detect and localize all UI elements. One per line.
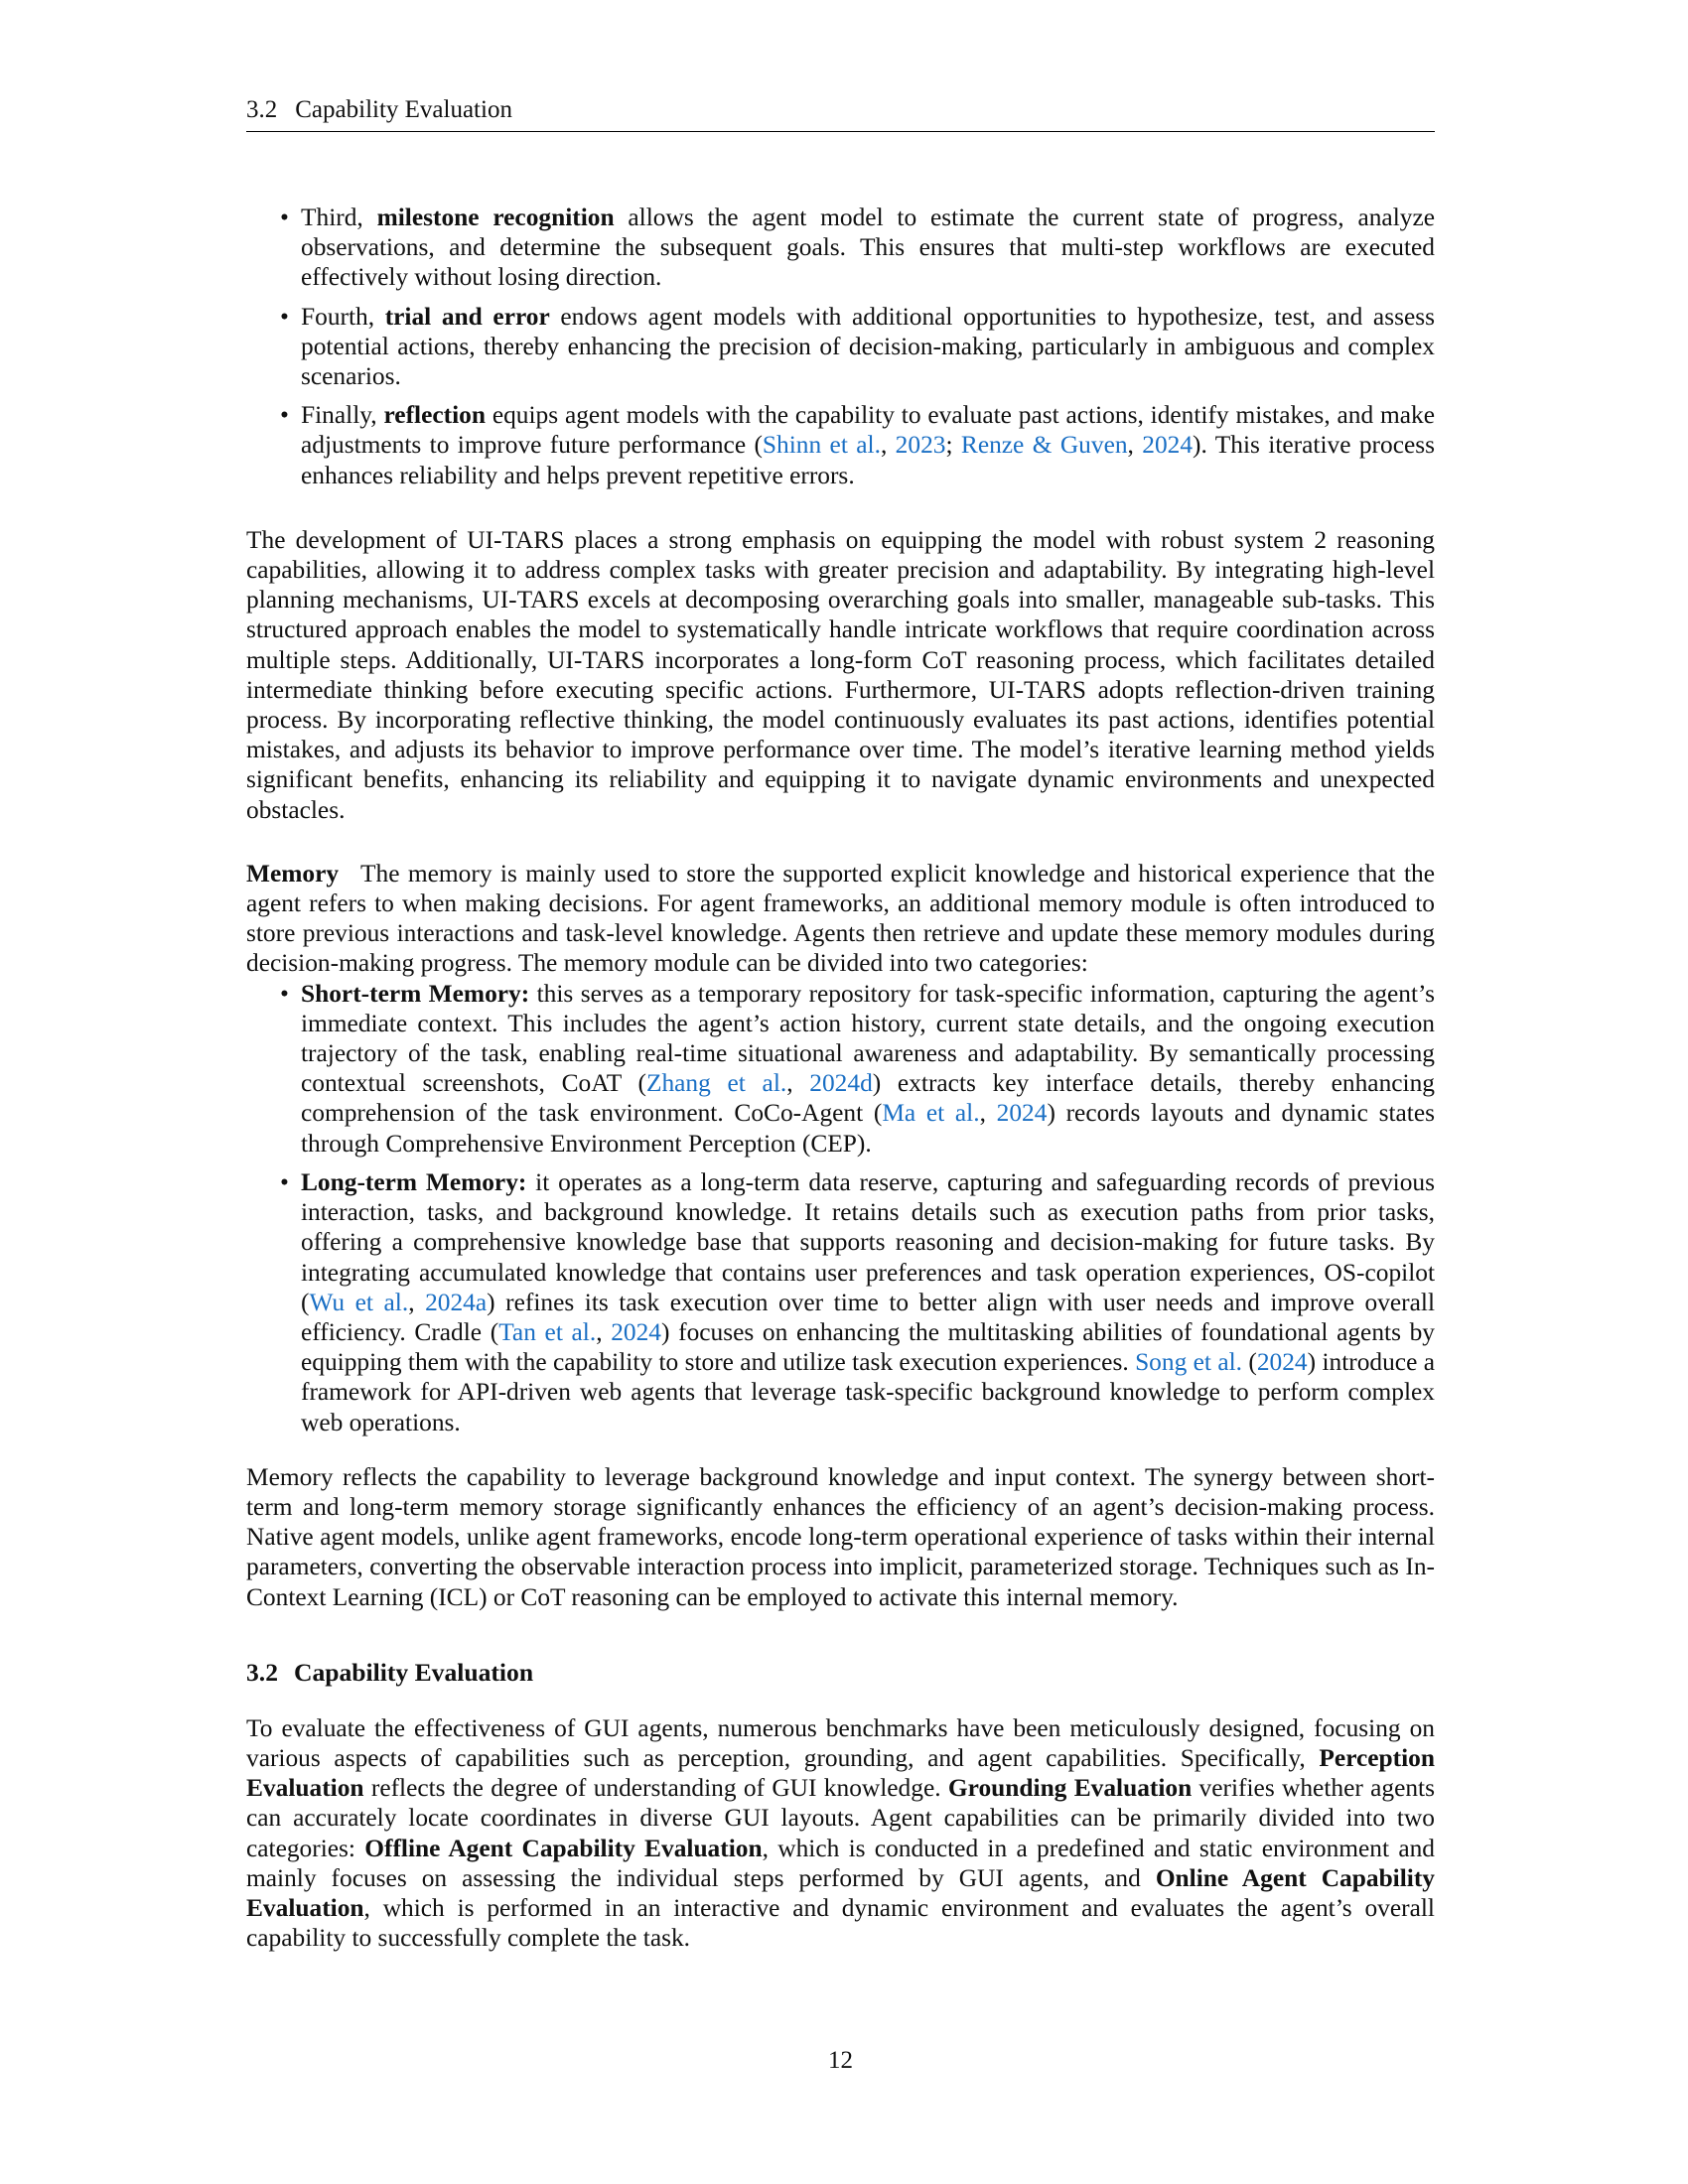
bold-term: Long-term Memory:	[301, 1167, 527, 1196]
citation-link[interactable]: Renze & Guven	[960, 431, 1128, 460]
memory-summary-paragraph: Memory reflects the capability to leverage background knowledge and input context. The synergy between short-term and long-term memory storage significantly enhances the efficiency of an agent’s decision-making process. Native agent models, unlike agent frameworks, encode long-term operational experience of tasks within their internal parameters, converting the observable interaction process into implicit, parameterized storage. Techniques such as In-Context Learning (ICL) or CoT reasoning can be employed to activate this internal memory.	[246, 1462, 1435, 1611]
bold-term: milestone recognition	[376, 204, 615, 231]
capability-evaluation-paragraph: To evaluate the effectiveness of GUI agents, numerous benchmarks have been meticulously designed, focusing on various aspects of capabilities such as perception, grounding, and agent capabilities. Specifically, Perception Evaluation reflects the degree of understanding of GUI knowledge. Grounding Evaluation verifies whether agents can accurately locate coordinates in diverse GUI layouts. Agent capabilities can be primarily divided into two categories: Offline Agent Capability Evaluation, which is conducted in a predefined and static environment and mainly focuses on assessing the individual steps performed by GUI agents, and Online Agent Capability Evaluation, which is performed in an interactive and dynamic environment and evaluates the agent’s overall capability to successfully complete the task.	[246, 1713, 1435, 1953]
running-header	[246, 95, 1435, 132]
bullet-icon: •	[280, 401, 289, 430]
memory-intro-paragraph: Memory The memory is mainly used to store the supported explicit knowledge and historical experience that the agent refers to when making decisions. For agent frameworks, an additional memory module is often introduced to store previous interactions and task-level knowledge. Agents then retrieve and update these memory modules during decision-making progress. The memory module can be divided into two categories:	[246, 859, 1435, 978]
citation-link[interactable]: Zhang et al.	[645, 1069, 787, 1098]
bold-term: Offline Agent Capability Evaluation	[364, 1834, 763, 1862]
list-item: • Fourth, trial and error endows agent models with additional opportunities to hypothesize, test, and assess potential actions, thereby enhancing the precision of decision-making, particularly in ambiguous and complex scenarios.	[280, 302, 1435, 391]
memory-heading: Memory	[246, 859, 340, 887]
citation-year-link[interactable]: 2024	[1142, 431, 1194, 460]
citation-link[interactable]: Wu et al.	[309, 1288, 409, 1316]
citation-year-link[interactable]: 2024d	[809, 1069, 873, 1098]
bold-term: Grounding Evaluation	[947, 1774, 1193, 1803]
bold-term: trial and error	[384, 302, 550, 331]
memory-bullet-list	[246, 979, 1435, 1437]
citation-year-link[interactable]: 2024	[1256, 1348, 1308, 1377]
citation-year-link[interactable]: 2024	[611, 1317, 661, 1346]
bold-term: Perception Evaluation	[246, 1743, 1435, 1803]
citation-year-link[interactable]: 2023	[895, 431, 946, 460]
bullet-icon: •	[280, 1167, 289, 1196]
bold-term: Online Agent Capability Evaluation	[246, 1863, 1435, 1922]
list-item: • Third, milestone recognition allows the agent model to estimate the current state of progress, analyze observations, and determine the subsequent goals. This ensures that multi-step workflows are executed effectively without losing direction.	[280, 204, 1435, 292]
body-content	[246, 203, 1435, 1953]
paper-page	[246, 0, 1435, 2184]
reasoning-bullet-list	[246, 203, 1435, 490]
citation-link[interactable]: Tan et al.	[498, 1317, 597, 1346]
bullet-icon: •	[280, 979, 289, 1008]
system2-paragraph: The development of UI-TARS places a strong emphasis on equipping the model with robust system 2 reasoning capabilities, allowing it to address complex tasks with greater precision and adaptability. By integrating high-level planning mechanisms, UI-TARS excels at decomposing overarching goals into smaller, manageable sub-tasks. This structured approach enables the model to systematically handle intricate workflows that require coordination across multiple steps. Additionally, UI-TARS incorporates a long-form CoT reasoning process, which facilitates detailed intermediate thinking before executing specific actions. Furthermore, UI-TARS adopts reflection-driven training process. By incorporating reflective thinking, the model continuously evaluates its past actions, identifies potential mistakes, and adjusts its behavior to improve performance over time. The model’s iterative learning method yields significant benefits, enhancing its reliability and equipping it to navigate dynamic environments and unexpected obstacles.	[246, 525, 1435, 824]
page-number: 12	[828, 2047, 853, 2074]
list-item: • Short-term Memory: this serves as a temporary repository for task-specific information, capturing the agent’s immediate context. This includes the agent’s action history, current state details, and the ongoing execution trajectory of the task, enabling real-time situational awareness and adaptability. By semantically processing contextual screenshots, CoAT (Zhang et al., 2024d) extracts key interface details, thereby enhancing comprehension of the task environment. CoCo-Agent (Ma et al., 2024) records layouts and dynamic states through Comprehensive Environment Perception (CEP).	[280, 979, 1435, 1158]
running-header-title: Capability Evaluation	[295, 96, 512, 123]
citation-link[interactable]: Ma et al.	[882, 1099, 980, 1128]
section-number: 3.2	[246, 1657, 278, 1687]
citation-link[interactable]: Shinn et al.	[762, 431, 881, 460]
bullet-icon: •	[280, 302, 289, 331]
section-title: Capability Evaluation	[294, 1657, 534, 1687]
citation-link[interactable]: Song et al.	[1135, 1348, 1243, 1377]
citation-year-link[interactable]: 2024a	[425, 1288, 488, 1316]
running-header-number: 3.2	[246, 96, 278, 123]
list-item: • Finally, reflection equips agent models with the capability to evaluate past actions, identify mistakes, and make adjustments to improve future performance (Shinn et al., 2023; Renze & Guven, 2024). This iterative process enhances reliability and helps prevent repetitive errors.	[280, 401, 1435, 489]
section-heading	[246, 1658, 1435, 1688]
citation-year-link[interactable]: 2024	[996, 1099, 1048, 1128]
bullet-icon: •	[280, 204, 289, 231]
bold-term: Short-term Memory:	[301, 979, 530, 1008]
bold-term: reflection	[383, 401, 486, 430]
list-item: • Long-term Memory: it operates as a long-term data reserve, capturing and safeguarding records of previous interaction, tasks, and background knowledge. It retains details such as execution paths from prior tasks, offering a comprehensive knowledge base that supports reasoning and decision-making for future tasks. By integrating accumulated knowledge that contains user preferences and task operation experiences, OS-copilot (Wu et al., 2024a) refines its task execution over time to better align with user needs and improve overall efficiency. Cradle (Tan et al., 2024) focuses on enhancing the multitasking abilities of foundational agents by equipping them with the capability to store and utilize task execution experiences. Song et al. (2024) introduce a framework for API-driven web agents that leverage task-specific background knowledge to perform complex web operations.	[280, 1167, 1435, 1436]
